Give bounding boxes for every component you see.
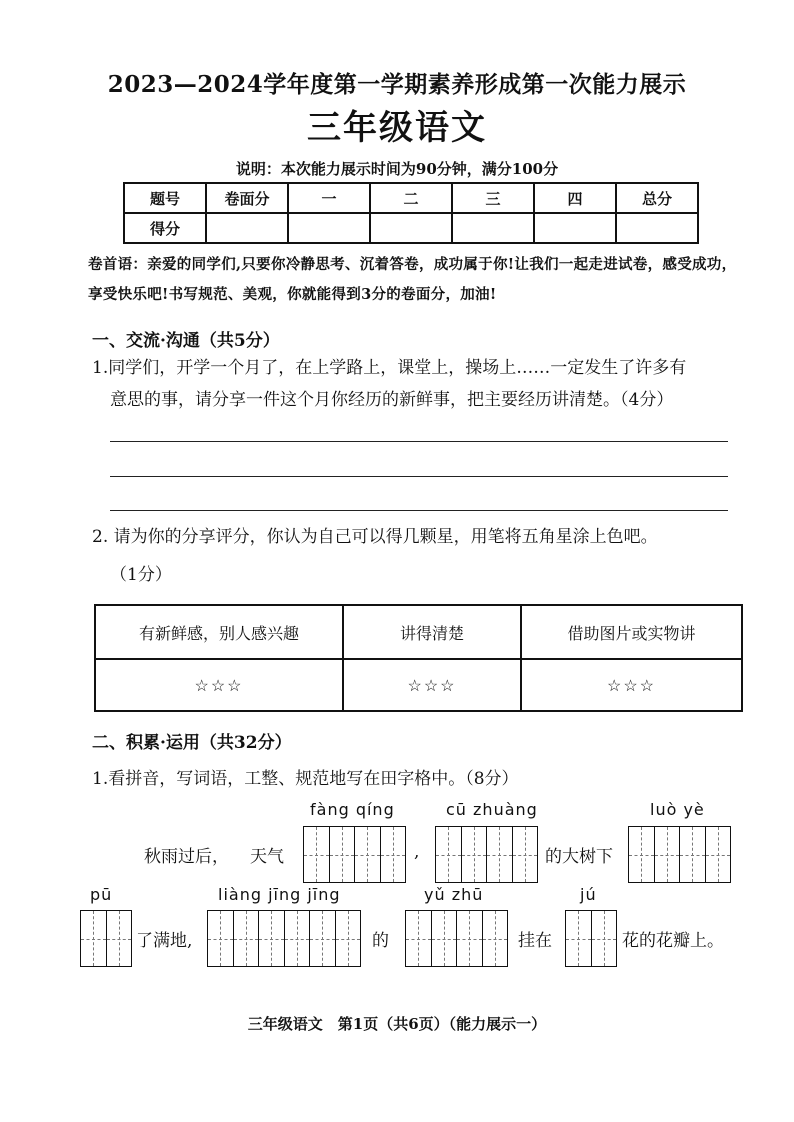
s1-q2-line2: （1分）	[110, 565, 172, 585]
rating-header: 借助图片或实物讲	[521, 605, 742, 659]
score-header-cell: 卷面分	[206, 183, 288, 213]
section1-heading: 一、交流·沟通（共5分）	[92, 331, 280, 351]
score-blank[interactable]	[206, 213, 288, 243]
score-header-cell: 一	[288, 183, 370, 213]
score-header-cell: 题号	[124, 183, 206, 213]
tianzige-grid[interactable]	[435, 826, 538, 883]
tianzige-grid[interactable]	[565, 910, 617, 967]
pinyin: jú	[580, 885, 597, 904]
pinyin: pū	[90, 885, 113, 904]
s1-q2-line1: 2. 请为你的分享评分，你认为自己可以得几颗星，用笔将五角星涂上色吧。	[92, 527, 658, 547]
rating-header: 有新鲜感，别人感兴趣	[95, 605, 343, 659]
sentence-text: 花的花瓣上。	[622, 931, 724, 951]
exam-title: 2023—2024学年度第一学期素养形成第一次能力展示	[107, 71, 687, 98]
score-blank[interactable]	[370, 213, 452, 243]
score-blank[interactable]	[616, 213, 698, 243]
answer-line[interactable]	[110, 476, 728, 477]
sentence-text: 的	[372, 931, 389, 951]
pinyin: yǔ zhū	[424, 885, 484, 904]
rating-stars[interactable]: ☆☆☆	[343, 659, 521, 711]
score-row-label: 得分	[124, 213, 206, 243]
score-header-cell: 总分	[616, 183, 698, 213]
exam-note: 说明：本次能力展示时间为90分钟，满分100分	[235, 160, 559, 178]
pinyin: cū zhuàng	[446, 800, 538, 819]
section2-heading: 二、积累·运用（共32分）	[92, 733, 292, 753]
tianzige-grid[interactable]	[628, 826, 731, 883]
page-footer: 三年级语文 第1页（共6页）（能力展示一）	[247, 1015, 547, 1033]
rating-table	[94, 604, 743, 712]
tianzige-grid[interactable]	[207, 910, 361, 967]
sentence-text: 的大树下	[545, 847, 613, 867]
pinyin: fàng qíng	[310, 800, 395, 819]
score-blank[interactable]	[534, 213, 616, 243]
preface-text: 卷首语：亲爱的同学们,只要你冷静思考、沉着答卷，成功属于你!让我们一起走进试卷，感受成功，享受快乐吧!书写规范、美观，你就能得到3分的卷面分，加油!	[88, 256, 737, 303]
tianzige-grid[interactable]	[303, 826, 406, 883]
sentence-text: 了满地,	[136, 931, 193, 951]
tianzige-grid[interactable]	[80, 910, 132, 967]
pinyin: liàng jīng jīng	[218, 885, 341, 904]
answer-line[interactable]	[110, 510, 728, 511]
score-table	[123, 182, 699, 244]
score-header-cell: 二	[370, 183, 452, 213]
score-header-cell: 四	[534, 183, 616, 213]
rating-stars[interactable]: ☆☆☆	[521, 659, 742, 711]
s2-q1: 1.看拼音，写词语，工整、规范地写在田字格中。（8分）	[92, 769, 519, 789]
score-header-cell: 三	[452, 183, 534, 213]
tianzige-grid[interactable]	[405, 910, 508, 967]
subject-title: 三年级语文	[307, 108, 487, 148]
sentence-text: 秋雨过后，	[144, 847, 229, 867]
sentence-text: 天气	[250, 847, 284, 867]
sentence-text: 挂在	[518, 931, 552, 951]
rating-header: 讲得清楚	[343, 605, 521, 659]
sentence-text: ,	[414, 842, 420, 862]
s1-q1-line2: 意思的事，请分享一件这个月你经历的新鲜事，把主要经历讲清楚。（4分）	[110, 390, 674, 410]
s1-q1-line1: 1.同学们，开学一个月了，在上学路上，课堂上，操场上……一定发生了许多有	[92, 358, 687, 378]
rating-stars[interactable]: ☆☆☆	[95, 659, 343, 711]
pinyin: luò yè	[650, 800, 705, 819]
score-blank[interactable]	[288, 213, 370, 243]
answer-line[interactable]	[110, 441, 728, 442]
score-blank[interactable]	[452, 213, 534, 243]
